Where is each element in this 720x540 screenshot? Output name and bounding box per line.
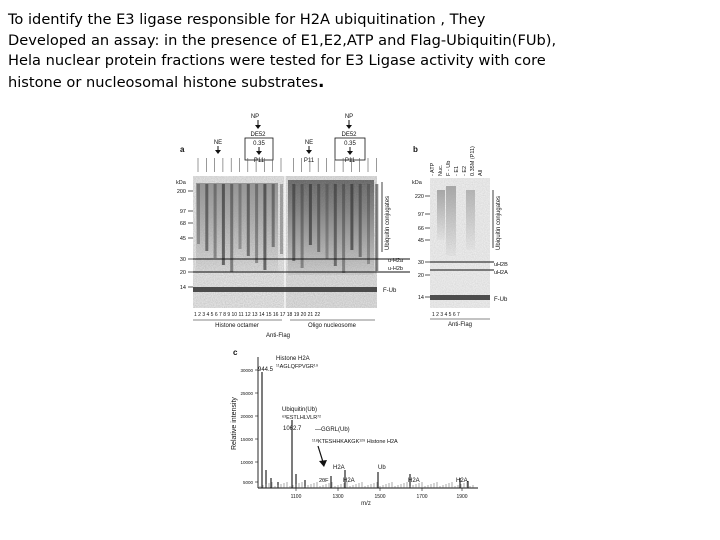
np-right-arrowhead — [346, 125, 352, 129]
panel-a-lane-numbers: 1 2 3 4 5 6 7 8 9 10 11 12 13 14 15 16 17 18 19 20 21 22 — [194, 312, 321, 318]
gel-b-grain — [430, 178, 490, 308]
panel-c-peak2: 1062.7 — [283, 426, 302, 432]
panel-a-substrate-right: Oligo nucleosome — [307, 323, 357, 329]
gel-a-lane-streak — [367, 184, 370, 264]
panel-a-np-left: NP — [250, 114, 260, 120]
panel-b-lane-header: - ATP — [430, 162, 436, 176]
panel-c-ytick-label: 5000 — [242, 480, 253, 485]
panel-c-ytick-label: 20000 — [240, 414, 253, 419]
panel-a-conc-left: 0.35 — [253, 141, 265, 147]
panel-c-bottom-left: 2θF — [319, 478, 329, 484]
panel-a-mw-label: 14 — [179, 285, 186, 291]
panel-a-p11-left: P11 — [253, 158, 265, 164]
panel-c-annot-histone: Histone H2A — [276, 356, 310, 362]
panel-b-mw-label: 66 — [417, 226, 424, 232]
panel-b — [412, 145, 508, 328]
gel-a-lane-streak — [317, 184, 320, 252]
panel-a — [176, 114, 410, 339]
panel-b-lane-header: 0.35M (P11) — [470, 146, 476, 176]
panel-a-mw-label: 97 — [179, 209, 186, 215]
panel-b-mw-label: 220 — [414, 194, 424, 200]
panel-c-ub-label: Ub — [378, 465, 386, 471]
panel-b-lane-header: - E1 — [454, 165, 460, 176]
panel-c-peak1: 944.5 — [258, 367, 274, 373]
gel-a-lane-streak — [292, 184, 295, 261]
gel-a-lane-streak — [255, 184, 258, 263]
panel-b-band-2: uH2A — [494, 270, 508, 276]
panel-c-annot-ubiquitin-seq: ⁶³ESTLHLVLR⁷² — [282, 415, 321, 421]
panel-a-band-1: u-H2a — [388, 258, 403, 264]
panel-c-letter: c — [233, 348, 238, 357]
panel-b-mw-label: 45 — [417, 238, 424, 244]
panel-b-lane-numbers: 1 2 3 4 5 6 7 — [432, 312, 460, 318]
intro-line-3: Hela nuclear protein fractions were tested for E3 Ligase activity with core — [8, 52, 546, 69]
panel-c-xtick-label: 1900 — [456, 494, 468, 500]
panel-a-blot: Anti-Flag — [265, 333, 291, 339]
panel-c-yticks — [240, 368, 258, 485]
panel-a-mw-markers — [177, 189, 193, 291]
panel-c-bottom-mid2: H2A — [408, 478, 420, 484]
panel-c-xtick-label: 1500 — [374, 494, 386, 500]
gel-a-lane-streak — [239, 184, 242, 249]
panel-a-band-2: u-H2b — [388, 266, 403, 272]
intro-line-1: To identify the E3 ligase responsible for H2A ubiquitination , They — [8, 11, 486, 28]
panel-a-p11-right: P11 — [344, 158, 356, 164]
panel-a-mw-label: 20 — [179, 270, 186, 276]
panel-b-ubconj: Ubiquitin conjugates — [496, 195, 502, 250]
panel-a-mw-label: 30 — [179, 257, 186, 263]
panel-a-mw-label: 68 — [179, 221, 186, 227]
panel-a-p11-ne-right: P11 — [303, 158, 315, 164]
gel-a-lane-streak — [342, 184, 345, 273]
p11-left-arrowhead — [256, 151, 262, 155]
gel-a-lane-streak — [301, 184, 304, 268]
panel-c-xtick-label: 1700 — [416, 494, 428, 500]
panel-a-de52-left: DE52 — [250, 132, 266, 138]
intro-line-2: Developed an assay: in the presence of E1,E2,ATP and Flag-Ubiquitin(FUb), — [8, 31, 557, 49]
panel-c-xtick-label: 1300 — [332, 494, 344, 500]
panel-a-ubconj: Ubiquitin conjugates — [385, 195, 391, 250]
panel-a-de52-right: DE52 — [341, 132, 357, 138]
ktes-arrowhead — [319, 460, 327, 467]
panel-b-lane-header: Nuc. — [438, 164, 444, 176]
panel-c-xtick-label: 1100 — [290, 494, 302, 500]
panel-a-np-right: NP — [344, 114, 354, 120]
panel-c-ytick-label: 30000 — [240, 368, 253, 373]
panel-b-mw-label: 20 — [417, 273, 424, 279]
panel-c-bottom-mid: H2A — [343, 478, 355, 484]
panel-a-conc-right: 0.35 — [344, 141, 356, 147]
gel-a-lane-streak — [222, 184, 225, 265]
gel-b-fub-band — [430, 295, 490, 300]
panel-c-ylabel: Relative intensity — [231, 397, 238, 450]
panel-b-lane-header: F - Ub — [446, 160, 452, 176]
panel-b-blot: Anti-Flag — [447, 322, 473, 328]
p11-right-arrowhead — [347, 151, 353, 155]
panel-c-ytick-label: 10000 — [240, 460, 253, 465]
gel-a-lane-streak — [350, 184, 353, 250]
panel-a-kda: kDa — [176, 180, 186, 186]
ne-right-arrowhead — [306, 150, 312, 154]
panel-c-xticks — [291, 488, 468, 500]
ne-left-arrowhead — [215, 150, 221, 154]
gel-a-lane-streak — [205, 184, 208, 251]
gel-a-lane-streak — [272, 184, 275, 247]
panel-b-lane-header: All — [478, 169, 484, 176]
panel-b-mw-label: 14 — [417, 295, 424, 301]
panel-b-band-1: uH2B — [494, 262, 508, 268]
panel-a-ne-right: NE — [304, 140, 314, 146]
np-left-arrowhead — [255, 125, 261, 129]
gel-a-lane-streak — [375, 184, 378, 271]
panel-c-bottom-right: H2A — [456, 478, 468, 484]
gel-a-lane-streak — [247, 184, 250, 256]
panel-c-ytick-label: 15000 — [240, 437, 253, 442]
intro-last-punct: . — [317, 71, 325, 92]
panel-b-mw-label: 30 — [417, 260, 424, 266]
panel-b-lane-headers — [430, 146, 484, 176]
gel-a-fub-band — [193, 287, 377, 292]
gel-a-lane-streak — [309, 184, 312, 245]
panel-c-annot-ktes: ¹¹⁸KTESHHKAKGK¹²⁹ Histone H2A — [312, 439, 398, 445]
gel-a-lane-streak — [214, 184, 217, 258]
gel-a-lane-streak — [197, 184, 200, 244]
panel-b-fub: F-Ub — [494, 297, 508, 303]
panel-a-ne-left: NE — [213, 140, 223, 146]
panel-b-kda: kDa — [412, 180, 422, 186]
intro-last-line: histone or nucleosomal histone substrates — [8, 73, 318, 91]
panel-b-mw-label: 97 — [417, 212, 424, 218]
panel-c — [231, 348, 478, 507]
panel-a-mw-label: 45 — [179, 236, 186, 242]
panel-c-ytick-label: 25000 — [240, 391, 253, 396]
panel-c-xlabel: m/z — [361, 501, 371, 507]
gel-a-lane-streak — [359, 184, 362, 257]
panel-a-fub: F-Ub — [383, 288, 397, 294]
gel-a-lane-streak — [334, 184, 337, 266]
panel-b-letter: b — [413, 145, 418, 154]
panel-c-annot-ubiquitin: Ubiquitin(Ub) — [282, 407, 318, 413]
panel-c-annot-histone-seq: ¹¹AGLQFPVGR¹⁹ — [276, 364, 319, 370]
panel-a-letter: a — [180, 145, 185, 154]
gel-a-lane-streak — [280, 184, 283, 254]
panel-b-mw-markers — [415, 194, 430, 301]
ktes-arrow — [318, 446, 323, 462]
panel-c-h2a-label: H2A — [333, 465, 345, 471]
gel-a-lane-streak — [326, 184, 329, 259]
panel-a-substrate-left: Histone octamer — [215, 323, 259, 329]
panel-a-mw-label: 200 — [176, 189, 186, 195]
gel-a-lane-streak — [263, 184, 266, 270]
panel-c-annot-ggrl: —GGRL(Ub) — [315, 427, 350, 433]
panel-b-lane-header: - E2 — [462, 165, 468, 176]
